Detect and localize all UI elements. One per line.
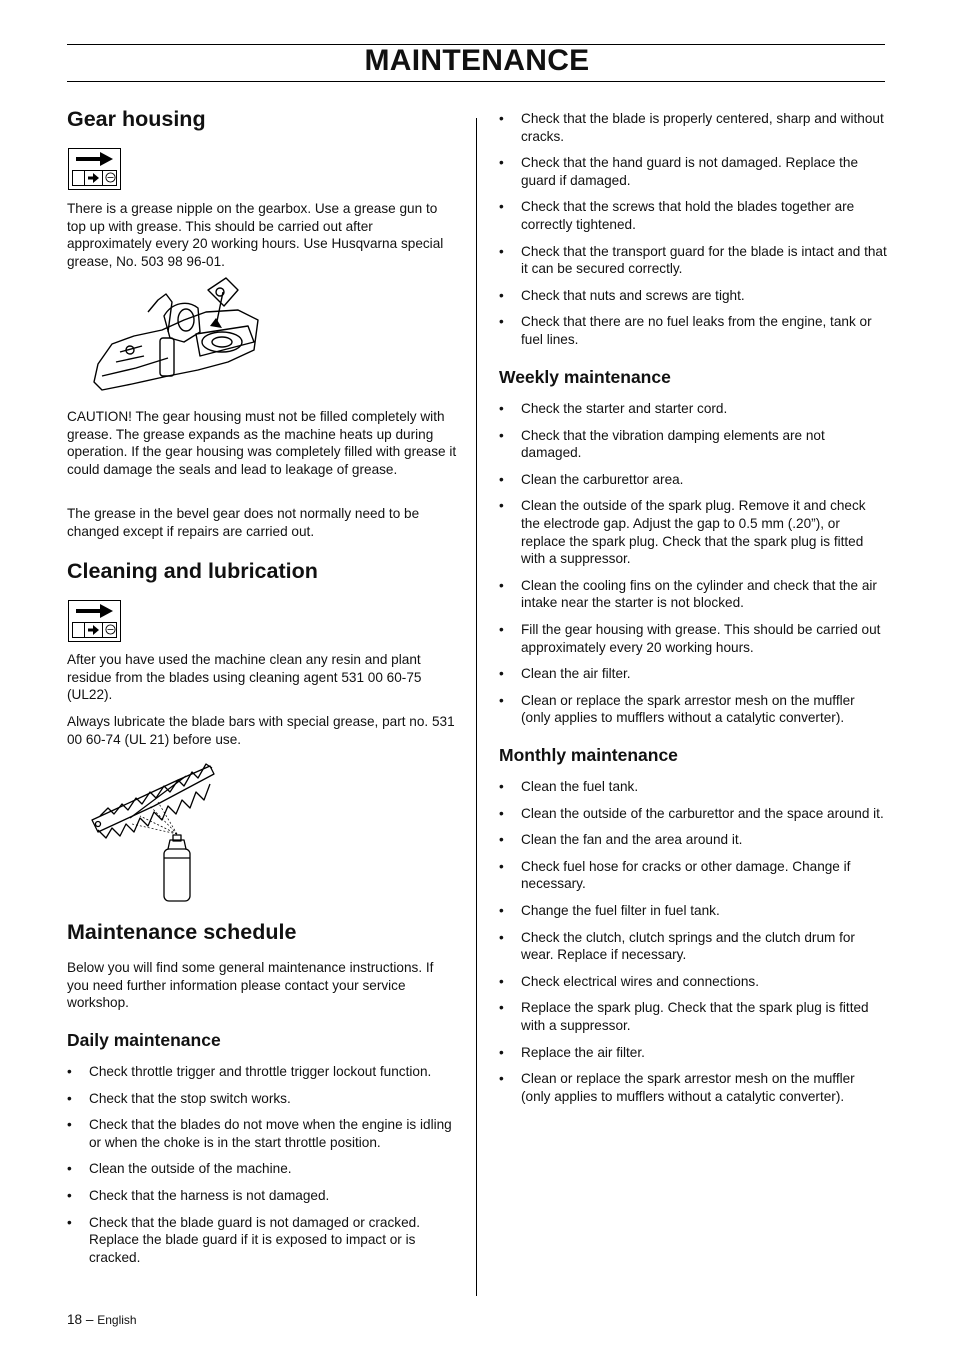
page-footer bbox=[67, 1312, 137, 1327]
list-item: • Clean the carburettor area. bbox=[499, 471, 887, 489]
list-item: • Check that the blades do not move when the engine is idling or when the choke is in the start throttle position. bbox=[67, 1116, 459, 1151]
list-item: • Replace the spark plug. Check that the spark plug is fitted with a suppressor. bbox=[499, 999, 887, 1034]
list-item: • Replace the air filter. bbox=[499, 1044, 887, 1062]
blade-lubrication-illustration bbox=[88, 754, 218, 906]
list-item: • Check that nuts and screws are tight. bbox=[499, 287, 887, 305]
list-item: • Check fuel hose for cracks or other damage. Change if necessary. bbox=[499, 858, 887, 893]
cleaning-text: After you have used the machine clean any resin and plant residue from the blades using cleaning agent 531 00 60-75 (UL22). bbox=[67, 652, 422, 703]
page-title: MAINTENANCE bbox=[364, 44, 590, 77]
column-divider bbox=[476, 118, 477, 1296]
list-item: • Clean the cooling fins on the cylinder and check that the air intake near the starter is not blocked. bbox=[499, 577, 887, 612]
list-item: • Change the fuel filter in fuel tank. bbox=[499, 902, 887, 920]
list-item: • Clean the outside of the machine. bbox=[67, 1160, 459, 1178]
page-number: 18 – bbox=[67, 1312, 94, 1327]
small-arrow-icon bbox=[88, 173, 100, 183]
lubricate-text: Always lubricate the blade bars with special grease, part no. 531 00 60-74 (UL 21) before use. bbox=[67, 714, 455, 747]
daily-maintenance-heading: Daily maintenance bbox=[67, 1030, 221, 1050]
header-rule-bottom bbox=[67, 81, 885, 82]
bevel-gear-text: The grease in the bevel gear does not normally need to be changed except if repairs are carried out. bbox=[67, 506, 420, 539]
monthly-list bbox=[499, 778, 887, 1105]
list-item: • Check that the harness is not damaged. bbox=[67, 1187, 459, 1205]
list-item: • Clean the fan and the area around it. bbox=[499, 831, 887, 849]
daily-list-right bbox=[499, 110, 887, 349]
maintenance-icon-box bbox=[68, 600, 121, 642]
list-item: • Check throttle trigger and throttle trigger lockout function. bbox=[67, 1063, 459, 1081]
list-item: • Clean the outside of the carburettor and the space around it. bbox=[499, 805, 887, 823]
schedule-intro-text: Below you will find some general maintenance instructions. If you need further information please contact your service workshop. bbox=[67, 960, 434, 1011]
list-item: • Check that there are no fuel leaks from the engine, tank or fuel lines. bbox=[499, 313, 887, 348]
cleaning-heading: Cleaning and lubrication bbox=[67, 559, 318, 583]
arrow-right-icon bbox=[76, 603, 114, 619]
list-item: • Clean or replace the spark arrestor mesh on the muffler (only applies to mufflers without a catalytic converter). bbox=[499, 1070, 887, 1105]
list-item: • Clean the outside of the spark plug. Remove it and check the electrode gap. Adjust the gap to 0.5 mm (.20”), or replace the spark plug. Check that the spark plug is fitted with a suppressor. bbox=[499, 497, 887, 567]
list-item: • Check that the blade guard is not damaged or cracked. Replace the blade guard if it is exposed to impact or is cracked. bbox=[67, 1214, 459, 1267]
small-arrow-icon bbox=[88, 625, 100, 635]
list-item: • Check that the screws that hold the blades together are correctly tightened. bbox=[499, 198, 887, 233]
monthly-maintenance-heading: Monthly maintenance bbox=[499, 745, 678, 765]
list-item: • Check electrical wires and connections. bbox=[499, 973, 887, 991]
stop-icon bbox=[105, 624, 116, 635]
footer-language: English bbox=[97, 1313, 137, 1327]
daily-list-left bbox=[67, 1063, 459, 1266]
symbol-strip bbox=[72, 622, 117, 638]
symbol-strip bbox=[72, 170, 117, 186]
arrow-right-icon bbox=[76, 151, 114, 167]
gear-housing-illustration bbox=[88, 272, 268, 394]
stop-icon bbox=[105, 172, 116, 183]
list-item: • Clean the fuel tank. bbox=[499, 778, 887, 796]
list-item: • Check that the hand guard is not damaged. Replace the guard if damaged. bbox=[499, 154, 887, 189]
gear-housing-text: There is a grease nipple on the gearbox. Use a grease gun to top up with grease. This should be carried out after approximately every 20 working hours. Use Husqvarna special grease, No. 503 98 96-01. bbox=[67, 201, 444, 269]
list-item: • Check that the transport guard for the blade is intact and that it can be secured correctly. bbox=[499, 243, 887, 278]
list-item: • Check that the vibration damping elements are not damaged. bbox=[499, 427, 887, 462]
list-item: • Fill the gear housing with grease. This should be carried out approximately every 20 working hours. bbox=[499, 621, 887, 656]
maintenance-schedule-heading: Maintenance schedule bbox=[67, 920, 297, 944]
list-item: • Check the clutch, clutch springs and the clutch drum for wear. Replace if necessary. bbox=[499, 929, 887, 964]
maintenance-icon-box bbox=[68, 148, 121, 190]
list-item: • Check the starter and starter cord. bbox=[499, 400, 887, 418]
list-item: • Check that the blade is properly centered, sharp and without cracks. bbox=[499, 110, 887, 145]
caution-text: CAUTION! The gear housing must not be filled completely with grease. The grease expands as the machine heats up during operation. If the gear housing was completely filled with grease it could damage the seals and lead to leakage of grease. bbox=[67, 409, 457, 477]
weekly-list bbox=[499, 400, 887, 727]
weekly-maintenance-heading: Weekly maintenance bbox=[499, 367, 671, 387]
list-item: • Check that the stop switch works. bbox=[67, 1090, 459, 1108]
gear-housing-heading: Gear housing bbox=[67, 107, 206, 131]
list-item: • Clean the air filter. bbox=[499, 665, 887, 683]
list-item: • Clean or replace the spark arrestor mesh on the muffler (only applies to mufflers without a catalytic converter). bbox=[499, 692, 887, 727]
